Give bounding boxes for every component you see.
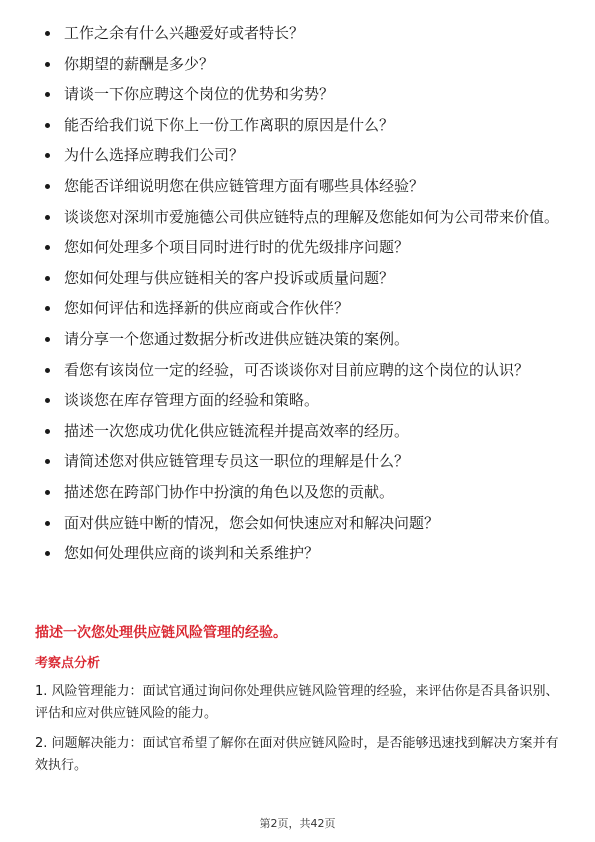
question-item [42, 359, 562, 381]
question-text: 您如何处理多个项目同时进行时的优先级排序问题？ [64, 238, 410, 257]
question-item [42, 389, 562, 411]
bullet-icon [45, 429, 50, 434]
bullet-icon [45, 337, 50, 342]
bullet-icon [45, 306, 50, 311]
question-item [42, 236, 562, 258]
question-item [42, 450, 562, 472]
question-text: 描述您在跨部门协作中扮演的角色以及您的贡献。 [64, 482, 395, 501]
analysis-points [35, 681, 560, 785]
question-item [42, 144, 562, 166]
question-text: 能否给我们说下你上一份工作离职的原因是什么？ [64, 115, 395, 134]
bullet-icon [45, 398, 50, 403]
question-item [42, 206, 562, 228]
highlight-question: 描述一次您处理供应链风险管理的经验。 [35, 625, 287, 641]
bullet-icon [45, 62, 50, 67]
bullet-icon [45, 459, 50, 464]
bullet-icon [45, 245, 50, 250]
bullet-icon [45, 551, 50, 556]
bullet-icon [45, 521, 50, 526]
question-item [42, 83, 562, 105]
bullet-icon [45, 490, 50, 495]
question-item [42, 175, 562, 197]
question-item [42, 481, 562, 503]
question-item [42, 267, 562, 289]
question-text: 看您有该岗位一定的经验，可否谈谈你对目前应聘的这个岗位的认识？ [64, 360, 530, 379]
question-text: 请分享一个您通过数据分析改进供应链决策的案例。 [64, 329, 410, 348]
bullet-icon [45, 276, 50, 281]
question-text: 请谈一下你应聘这个岗位的优势和劣势？ [64, 85, 335, 104]
question-item [42, 114, 562, 136]
question-item [42, 53, 562, 75]
bullet-icon [45, 31, 50, 36]
question-item [42, 22, 562, 44]
page-footer: 第2页，共42页 [259, 817, 336, 830]
analysis-point: 1. 风险管理能力：面试官通过询问你处理供应链风险管理的经验，来评估你是否具备识别、评估和应对供应链风险的能力。 [35, 684, 559, 721]
question-text: 你期望的薪酬是多少？ [64, 54, 215, 73]
question-text: 您能否详细说明您在供应链管理方面有哪些具体经验？ [64, 176, 425, 195]
question-item [42, 328, 562, 350]
question-text: 工作之余有什么兴趣爱好或者特长？ [64, 24, 305, 42]
question-item [42, 512, 562, 534]
bullet-icon [45, 184, 50, 189]
bullet-icon [45, 92, 50, 97]
question-text: 您如何处理与供应链相关的客户投诉或质量问题？ [64, 268, 395, 287]
question-text: 面对供应链中断的情况，您会如何快速应对和解决问题？ [64, 513, 440, 532]
question-text: 谈谈您在库存管理方面的经验和策略。 [64, 391, 320, 410]
question-text: 您如何评估和选择新的供应商或合作伙伴？ [64, 299, 350, 318]
analysis-point: 2. 问题解决能力：面试官希望了解你在面对供应链风险时，是否能够迅速找到解决方案并有效执行。 [35, 736, 559, 773]
analysis-title: 考察点分析 [35, 656, 101, 671]
question-text: 为什么选择应聘我们公司？ [64, 146, 245, 165]
question-text: 您如何处理供应商的谈判和关系维护？ [64, 544, 320, 563]
bullet-icon [45, 123, 50, 128]
question-item [42, 420, 562, 442]
question-item [42, 297, 562, 319]
question-text: 谈谈您对深圳市爱施德公司供应链特点的理解及您能如何为公司带来价值。 [64, 207, 560, 226]
bullet-icon [45, 215, 50, 220]
question-text: 描述一次您成功优化供应链流程并提高效率的经历。 [64, 421, 410, 440]
question-text: 请简述您对供应链管理专员这一职位的理解是什么？ [64, 452, 410, 471]
question-list [42, 22, 562, 573]
question-item [42, 542, 562, 564]
bullet-icon [45, 153, 50, 158]
bullet-icon [45, 368, 50, 373]
